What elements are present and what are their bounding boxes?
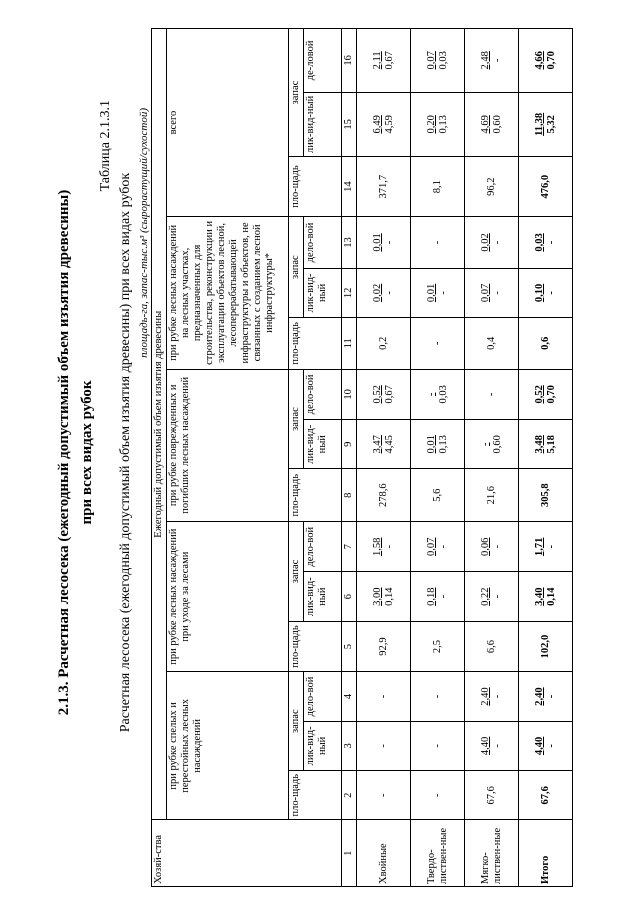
table-cell bbox=[465, 522, 519, 572]
cell-value-growing: 0,18 bbox=[425, 587, 437, 606]
table-row bbox=[465, 29, 519, 887]
table-cell: - bbox=[411, 771, 465, 820]
col-commercial: дело-вой bbox=[304, 522, 342, 572]
section-heading: 2.1.3. Расчетная лесосека (ежегодный допустимый объем изъятия древесины) bbox=[56, 189, 72, 716]
col-area: пло-щадь bbox=[289, 157, 342, 217]
col-stock: запас bbox=[289, 369, 304, 469]
cell-value-dead: - bbox=[383, 291, 395, 295]
cell-value-growing: 0,10 bbox=[533, 283, 545, 303]
cell-value-dead: 4,45 bbox=[383, 435, 395, 454]
table-cell: - bbox=[357, 672, 411, 721]
cell-value-dead: - bbox=[437, 594, 449, 599]
column-number: 7 bbox=[342, 522, 357, 572]
table-cell: 6,6 bbox=[465, 621, 519, 671]
cell-value-dead: 4,59 bbox=[383, 115, 395, 134]
table-cell: - bbox=[411, 721, 465, 770]
table-cell bbox=[465, 672, 519, 721]
cell-value-growing: 2,40 bbox=[479, 687, 491, 706]
cell-value-dead: - bbox=[545, 291, 557, 295]
cell-value-dead: 0,70 bbox=[545, 385, 557, 404]
cell-value-growing: - bbox=[479, 442, 491, 446]
cell-value-dead: 5,18 bbox=[545, 435, 557, 454]
table-row bbox=[357, 29, 411, 887]
table-cell: 476,0 bbox=[519, 157, 573, 217]
table-cell bbox=[465, 420, 519, 469]
cell-value-growing: 0,07 bbox=[425, 51, 437, 70]
cell-value-dead: - bbox=[545, 240, 557, 245]
table-cell bbox=[411, 420, 465, 469]
table-cell: 2,5 bbox=[411, 621, 465, 671]
cell-value-dead: - bbox=[383, 240, 395, 245]
table-cell bbox=[357, 522, 411, 572]
column-number: 3 bbox=[342, 721, 357, 770]
table-cell bbox=[519, 672, 573, 721]
table-cell: 21,6 bbox=[465, 469, 519, 522]
table-cell: 371,7 bbox=[357, 157, 411, 217]
row-name: Итого bbox=[519, 820, 573, 887]
table-row bbox=[519, 29, 573, 887]
table-cell: 0,4 bbox=[465, 318, 519, 370]
cell-value-dead: - bbox=[491, 744, 503, 748]
table-cell: - bbox=[357, 721, 411, 770]
cell-value-growing: 4,69 bbox=[479, 115, 491, 134]
cell-value-growing: 4,66 bbox=[533, 51, 545, 70]
table-cell bbox=[411, 572, 465, 621]
column-number: 5 bbox=[342, 621, 357, 671]
cell-value-growing: 0,01 bbox=[371, 233, 383, 252]
cell-value-growing: 4,40 bbox=[533, 736, 545, 756]
table-cell bbox=[357, 92, 411, 156]
cell-value-growing: 1,58 bbox=[371, 537, 383, 556]
cell-value-dead: 0,13 bbox=[437, 115, 449, 134]
cell-value-dead: 0,14 bbox=[545, 587, 557, 606]
table-cell: - bbox=[411, 672, 465, 721]
column-number: 14 bbox=[342, 157, 357, 217]
table-cell bbox=[357, 420, 411, 469]
cell-value-growing: 0,20 bbox=[425, 115, 437, 134]
table-cell: 67,6 bbox=[519, 771, 573, 820]
column-number: 6 bbox=[342, 572, 357, 621]
col-group-care: при рубке лесных насаждений при уходе за лесами bbox=[167, 522, 289, 672]
column-number: 4 bbox=[342, 672, 357, 721]
cell-value-dead: 0,70 bbox=[545, 51, 557, 70]
col-area: пло-щадь bbox=[289, 771, 342, 820]
table-cell: 67,6 bbox=[465, 771, 519, 820]
table-cell bbox=[465, 217, 519, 269]
col-stock: запас bbox=[289, 29, 304, 157]
col-commercial-short: де-ловой bbox=[304, 29, 342, 93]
table-cell: - bbox=[465, 369, 519, 419]
table-cell bbox=[519, 92, 573, 156]
table-cell bbox=[357, 572, 411, 621]
cell-value-dead: 0,60 bbox=[491, 435, 503, 454]
cell-value-dead: 0,67 bbox=[383, 51, 395, 70]
column-number: 1 bbox=[342, 820, 357, 887]
column-number: 16 bbox=[342, 29, 357, 93]
table-cell bbox=[411, 522, 465, 572]
col-main: Ежегодный допустимый объем изъятия древесины bbox=[152, 29, 167, 820]
cell-value-dead: - bbox=[545, 694, 557, 699]
table-body bbox=[357, 29, 573, 887]
cell-value-dead: - bbox=[437, 291, 449, 295]
cell-value-growing: 1,71 bbox=[533, 537, 545, 556]
cell-value-growing: 6,49 bbox=[371, 115, 383, 134]
harvest-table bbox=[151, 28, 573, 887]
column-number: 2 bbox=[342, 771, 357, 820]
column-number: 12 bbox=[342, 268, 357, 317]
table-cell bbox=[411, 29, 465, 93]
col-area: пло-щадь bbox=[289, 469, 342, 522]
table-cell: 0,2 bbox=[357, 318, 411, 370]
col-commercial: дело-вой bbox=[304, 217, 342, 269]
cell-value-growing: 0,06 bbox=[479, 537, 491, 556]
cell-value-dead: 0,60 bbox=[491, 115, 503, 134]
column-numbers-row bbox=[342, 29, 357, 887]
cell-value-dead: - bbox=[545, 545, 557, 549]
cell-value-growing: 0,52 bbox=[371, 385, 383, 404]
column-number: 9 bbox=[342, 420, 357, 469]
cell-value-growing: 3,47 bbox=[371, 435, 383, 454]
table-number: Таблица 2.1.3.1 bbox=[98, 100, 113, 192]
table-cell bbox=[411, 268, 465, 317]
col-stock: запас bbox=[289, 217, 304, 318]
cell-value-dead: - bbox=[545, 744, 557, 748]
cell-value-dead: - bbox=[491, 545, 503, 549]
col-stock: запас bbox=[289, 672, 304, 771]
col-farm: Хозяй-ства bbox=[152, 820, 342, 887]
table-cell bbox=[357, 29, 411, 93]
cell-value-growing: 0,01 bbox=[425, 435, 437, 454]
table-cell bbox=[411, 92, 465, 156]
col-commercial: дело-вой bbox=[304, 369, 342, 419]
table-cell bbox=[357, 268, 411, 317]
column-number: 13 bbox=[342, 217, 357, 269]
row-name: Хвойные bbox=[357, 820, 411, 887]
table-cell: - bbox=[411, 318, 465, 370]
table-cell: 102,0 bbox=[519, 621, 573, 671]
table-cell bbox=[357, 369, 411, 419]
cell-value-dead: 0,67 bbox=[383, 385, 395, 404]
cell-value-dead: - bbox=[491, 291, 503, 295]
table-cell bbox=[519, 268, 573, 317]
cell-value-growing: 4,40 bbox=[479, 736, 491, 756]
cell-value-dead: - bbox=[491, 58, 503, 63]
column-number: 15 bbox=[342, 92, 357, 156]
col-group-mature: при рубке спелых и перестойных лесных насаждений bbox=[167, 672, 289, 820]
cell-value-growing: 0,03 bbox=[533, 233, 545, 252]
cell-value-growing: 0,52 bbox=[533, 385, 545, 404]
table-cell bbox=[465, 268, 519, 317]
col-group-total: всего bbox=[167, 29, 289, 217]
table-cell: 5,6 bbox=[411, 469, 465, 522]
col-area: пло-щадь bbox=[289, 318, 342, 370]
cell-value-dead: - bbox=[491, 240, 503, 245]
cell-value-growing: 0,07 bbox=[479, 283, 491, 303]
cell-value-dead: - bbox=[491, 594, 503, 599]
col-stock: запас bbox=[289, 522, 304, 622]
table-cell bbox=[519, 420, 573, 469]
table-cell bbox=[465, 721, 519, 770]
table-cell bbox=[519, 29, 573, 93]
col-liquid: лик-вид-ный bbox=[304, 721, 342, 770]
cell-value-growing: 2,48 bbox=[479, 51, 491, 70]
table-cell bbox=[519, 572, 573, 621]
cell-value-dead: - bbox=[437, 545, 449, 549]
cell-value-growing: - bbox=[425, 392, 437, 397]
table-cell: 92,9 bbox=[357, 621, 411, 671]
cell-value-growing: 3,40 bbox=[533, 587, 545, 606]
cell-value-growing: 0,01 bbox=[425, 283, 437, 303]
cell-value-growing: 11,38 bbox=[533, 112, 545, 136]
table-cell bbox=[519, 217, 573, 269]
table-cell bbox=[465, 572, 519, 621]
units-note: площадь-га, запас-тыс.м³ (сырорастущий/сухостой) bbox=[138, 108, 150, 358]
table-caption: Расчетная лесосека (ежегодный допустимый объем изъятия древесины) при всех видах рубок bbox=[118, 172, 133, 733]
table-cell bbox=[519, 522, 573, 572]
cell-value-dead: 0,14 bbox=[383, 587, 395, 606]
row-name: Мягко-листвен-ные bbox=[465, 820, 519, 887]
cell-value-growing: 3,00 bbox=[371, 587, 383, 606]
col-liquid: лик-вид-ный bbox=[304, 572, 342, 621]
table-cell bbox=[465, 92, 519, 156]
cell-value-dead: - bbox=[491, 694, 503, 699]
table-cell: 0,6 bbox=[519, 318, 573, 370]
column-number: 8 bbox=[342, 469, 357, 522]
cell-value-growing: 2,40 bbox=[533, 687, 545, 706]
cell-value-dead: 0,13 bbox=[437, 435, 449, 454]
cell-value-growing: 2,11 bbox=[371, 51, 383, 70]
table-cell bbox=[411, 369, 465, 419]
col-liquid: лик-вид-ный bbox=[304, 420, 342, 469]
col-commercial: дело-вой bbox=[304, 672, 342, 721]
column-number: 10 bbox=[342, 369, 357, 419]
column-number: 11 bbox=[342, 318, 357, 370]
cell-value-dead: - bbox=[383, 545, 395, 549]
table-cell: 305,8 bbox=[519, 469, 573, 522]
table-cell: 96,2 bbox=[465, 157, 519, 217]
cell-value-dead: 5,32 bbox=[545, 115, 557, 134]
table-cell: 278,6 bbox=[357, 469, 411, 522]
row-name: Твердо-листвен-ные bbox=[411, 820, 465, 887]
cell-value-growing: 0,02 bbox=[479, 233, 491, 252]
section-heading-line2: при всех видах рубок bbox=[79, 380, 95, 525]
table-cell: 8,1 bbox=[411, 157, 465, 217]
table-cell: - bbox=[411, 217, 465, 269]
cell-value-growing: 0,07 bbox=[425, 537, 437, 556]
table-cell bbox=[465, 29, 519, 93]
col-liquid: лик-вид-ный bbox=[304, 268, 342, 317]
cell-value-growing: 3,48 bbox=[533, 435, 545, 454]
cell-value-dead: 0,03 bbox=[437, 385, 449, 404]
table-row bbox=[411, 29, 465, 887]
cell-value-dead: 0,03 bbox=[437, 51, 449, 70]
table-cell: - bbox=[357, 771, 411, 820]
table-cell bbox=[357, 217, 411, 269]
table-cell bbox=[519, 369, 573, 419]
table-cell bbox=[519, 721, 573, 770]
cell-value-growing: 0,02 bbox=[371, 283, 383, 303]
cell-value-growing: 0,22 bbox=[479, 587, 491, 606]
col-group-damaged: при рубке поврежденных и погибших лесных насаждений bbox=[167, 369, 289, 521]
col-area: пло-щадь bbox=[289, 621, 342, 671]
col-group-construction: при рубке лесных насаждений на лесных участках, предназначенных для строительства, реконструкции и эксплуатации объектов лесной, лесоперерабатывающей инфраструктуры и объектов, не связанных с созданием лесной инфраструктуры* bbox=[167, 217, 289, 369]
col-liquid: лик-вид-ный bbox=[304, 92, 342, 156]
